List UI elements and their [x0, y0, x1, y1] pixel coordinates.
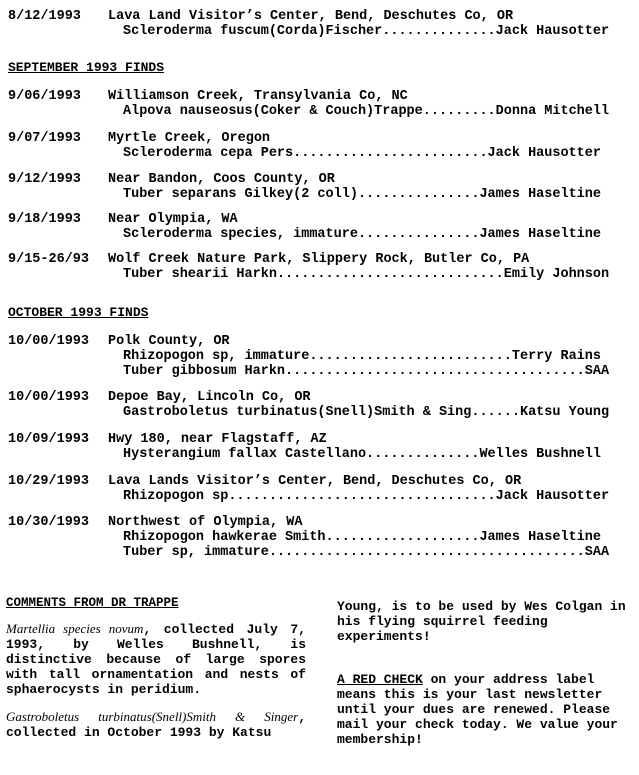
species-name: Gastroboletus turbinatus(Snell)Smith & Singer	[6, 709, 299, 724]
find-date: 9/06/1993	[8, 89, 81, 104]
find-species: Tuber sp, immature.......................................SAA	[123, 545, 610, 560]
find-date: 9/07/1993	[8, 131, 81, 146]
species-name: Martellia species novum	[6, 621, 144, 636]
dues-notice: A RED CHECK on your address label means this is your last newsletter until your dues are renewed. Please mail your check today. We value your membership!	[337, 672, 618, 747]
find-date: 9/15-26/93	[8, 252, 90, 267]
find-location: Williamson Creek, Transylvania Co, NC	[108, 89, 408, 104]
find-location: Polk County, OR	[108, 334, 230, 349]
comments-column	[6, 596, 306, 752]
find-species: Rhizopogon sp, immature.........................Terry Rains	[123, 349, 601, 364]
find-date: 8/12/1993	[8, 9, 81, 24]
find-species: Scleroderma cepa Pers........................Jack Hausotter	[123, 146, 601, 161]
find-location: Hwy 180, near Flagstaff, AZ	[108, 432, 327, 447]
find-location: Lava Lands Visitor’s Center, Bend, Deschutes Co, OR	[108, 474, 522, 489]
find-location: Lava Land Visitor’s Center, Bend, Deschutes Co, OR	[108, 9, 514, 24]
find-species: Rhizopogon sp.................................Jack Hausotter	[123, 489, 610, 504]
find-species: Alpova nauseosus(Coker & Couch)Trappe.........Donna Mitchell	[123, 104, 610, 119]
find-location: Wolf Creek Nature Park, Slippery Rock, Butler Co, PA	[108, 252, 530, 267]
section-heading-october: OCTOBER 1993 FINDS	[8, 305, 149, 320]
find-entry	[8, 89, 633, 119]
find-date: 10/30/1993	[8, 515, 90, 530]
section-heading-september: SEPTEMBER 1993 FINDS	[8, 60, 165, 75]
comments-heading: COMMENTS FROM DR TRAPPE	[6, 596, 179, 610]
find-species: Scleroderma species, immature...............James Haseltine	[123, 227, 601, 242]
find-date: 10/00/1993	[8, 334, 90, 349]
find-entry	[8, 212, 633, 242]
find-date: 10/09/1993	[8, 432, 90, 447]
find-species: Hysterangium fallax Castellano..............Welles Bushnell	[123, 447, 601, 462]
find-location: Depoe Bay, Lincoln Co, OR	[108, 390, 311, 405]
find-entry	[8, 334, 633, 379]
comment-continuation: Young, is to be used by Wes Colgan in his flying squirrel feeding experiments!	[337, 599, 626, 644]
find-date: 9/12/1993	[8, 172, 81, 187]
find-species: Tuber separans Gilkey(2 coll)...............James Haseltine	[123, 187, 601, 202]
find-entry	[8, 9, 633, 39]
find-date: 10/00/1993	[8, 390, 90, 405]
comment-paragraph: Gastroboletus turbinatus(Snell)Smith & Singer, collected in October 1993 by Katsu	[6, 709, 306, 740]
find-species: Tuber shearii Harkn............................Emily Johnson	[123, 267, 610, 282]
right-column	[337, 599, 633, 775]
find-location: Northwest of Olympia, WA	[108, 515, 303, 530]
comment-paragraph: Martellia species novum, collected July 7, 1993, by Welles Bushnell, is distinctive because of large spores with tall ornamentation and nests of sphaerocysts in peridium.	[6, 621, 306, 697]
find-date: 9/18/1993	[8, 212, 81, 227]
red-check-label: A RED CHECK	[337, 672, 423, 687]
find-species: Gastroboletus turbinatus(Snell)Smith & Sing......Katsu Young	[123, 405, 610, 420]
find-entry	[8, 390, 633, 420]
find-location: Near Olympia, WA	[108, 212, 238, 227]
find-species: Scleroderma fuscum(Corda)Fischer..............Jack Hausotter	[123, 24, 610, 39]
find-location: Near Bandon, Coos County, OR	[108, 172, 335, 187]
find-entry	[8, 131, 633, 161]
find-species: Tuber gibbosum Harkn.....................................SAA	[123, 364, 610, 379]
find-entry	[8, 515, 633, 560]
find-species: Rhizopogon hawkerae Smith...................James Haseltine	[123, 530, 601, 545]
find-entry	[8, 172, 633, 202]
find-date: 10/29/1993	[8, 474, 90, 489]
find-entry	[8, 432, 633, 462]
find-entry	[8, 474, 633, 504]
find-location: Myrtle Creek, Oregon	[108, 131, 271, 146]
find-entry	[8, 252, 633, 282]
